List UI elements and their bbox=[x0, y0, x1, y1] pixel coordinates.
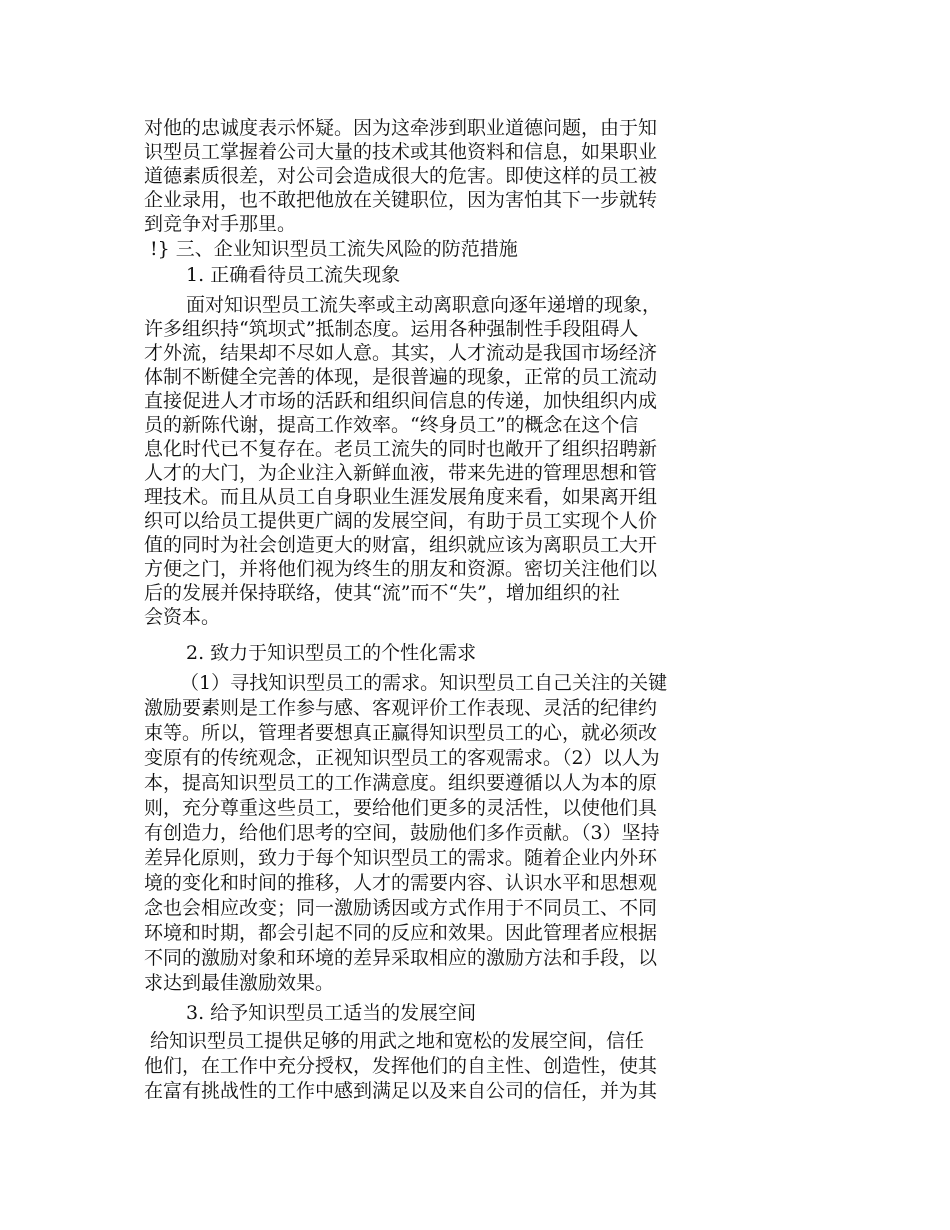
text-line: 则，充分尊重这些员工，要给他们更多的灵活性，以使他们具 bbox=[144, 797, 658, 819]
text-line: 息化时代已不复存在。老员工流失的同时也敞开了组织招聘新 bbox=[144, 438, 658, 460]
text-line: 本，提高知识型员工的工作满意度。组织要遵循以人为本的原 bbox=[144, 772, 658, 794]
subsection-heading: 2. 致力于知识型员工的个性化需求 bbox=[186, 642, 477, 664]
section-heading: !} 三、企业知识型员工流失风险的防范措施 bbox=[150, 238, 518, 260]
text-line: 求达到最佳激励效果。 bbox=[144, 972, 335, 994]
text-line: 有创造力，给他们思考的空间，鼓励他们多作贡献。（3）坚持 bbox=[144, 822, 660, 844]
text-line: 员的新陈代谢，提高工作效率。“终身员工”的概念在这个信 bbox=[144, 414, 639, 436]
text-line: 到竞争对手那里。 bbox=[144, 213, 297, 235]
subsection-heading: 1. 正确看待员工流失现象 bbox=[186, 264, 401, 286]
text-line: 给知识型员工提供足够的用武之地和宽松的发展空间，信任 bbox=[150, 1030, 645, 1052]
text-line: 变原有的传统观念，正视知识型员工的客观需求。（2）以人为 bbox=[144, 747, 660, 769]
text-line: 织可以给员工提供更广阔的发展空间，有助于员工实现个人价 bbox=[144, 510, 658, 532]
text-line: 理技术。而且从员工自身职业生涯发展角度来看，如果离开组 bbox=[144, 486, 658, 508]
text-line: 体制不断健全完善的体现，是很普遍的现象，正常的员工流动 bbox=[144, 366, 658, 388]
text-line: 才外流，结果却不尽如人意。其实，人才流动是我国市场经济 bbox=[144, 342, 658, 364]
text-line: 值的同时为社会创造更大的财富，组织就应该为离职员工大开 bbox=[144, 534, 658, 556]
text-line: 不同的激励对象和环境的差异采取相应的激励方法和手段，以 bbox=[144, 947, 658, 969]
text-line: 许多组织持“筑坝式”抵制态度。运用各种强制性手段阻碍人 bbox=[144, 318, 639, 340]
text-line: 束等。所以，管理者要想真正赢得知识型员工的心，就必须改 bbox=[144, 722, 658, 744]
text-line: 道德素质很差，对公司会造成很大的危害。即使这样的员工被 bbox=[144, 165, 658, 187]
text-line: 识型员工掌握着公司大量的技术或其他资料和信息，如果职业 bbox=[144, 141, 658, 163]
text-line: 企业录用，也不敢把他放在关键职位，因为害怕其下一步就转 bbox=[144, 189, 658, 211]
text-line: （1）寻找知识型员工的需求。知识型员工自己关注的关键 bbox=[180, 672, 668, 694]
text-line: 直接促进人才市场的活跃和组织间信息的传递，加快组织内成 bbox=[144, 390, 658, 412]
text-line: 境的变化和时间的推移，人才的需要内容、认识水平和思想观 bbox=[144, 872, 658, 894]
text-line: 面对知识型员工流失率或主动离职意向逐年递增的现象， bbox=[186, 294, 662, 316]
text-line: 念也会相应改变；同一激励诱因或方式作用于不同员工、不同 bbox=[144, 897, 658, 919]
text-line: 方便之门，并将他们视为终生的朋友和资源。密切关注他们以 bbox=[144, 558, 658, 580]
text-line: 后的发展并保持联络，使其“流”而不“失”，增加组织的社 bbox=[144, 582, 620, 604]
text-line: 差异化原则，致力于每个知识型员工的需求。随着企业内外环 bbox=[144, 847, 658, 869]
text-line: 会资本。 bbox=[144, 606, 221, 628]
text-line: 环境和时期，都会引起不同的反应和效果。因此管理者应根据 bbox=[144, 922, 658, 944]
subsection-heading: 3. 给予知识型员工适当的发展空间 bbox=[186, 1002, 477, 1024]
text-line: 在富有挑战性的工作中感到满足以及来自公司的信任，并为其 bbox=[144, 1080, 658, 1102]
text-line: 激励要素则是工作参与感、客观评价工作表现、灵活的纪律约 bbox=[144, 697, 658, 719]
text-line: 对他的忠诚度表示怀疑。因为这牵涉到职业道德问题，由于知 bbox=[144, 117, 658, 139]
text-line: 人才的大门，为企业注入新鲜血液，带来先进的管理思想和管 bbox=[144, 462, 658, 484]
text-line: 他们，在工作中充分授权，发挥他们的自主性、创造性，使其 bbox=[144, 1055, 658, 1077]
